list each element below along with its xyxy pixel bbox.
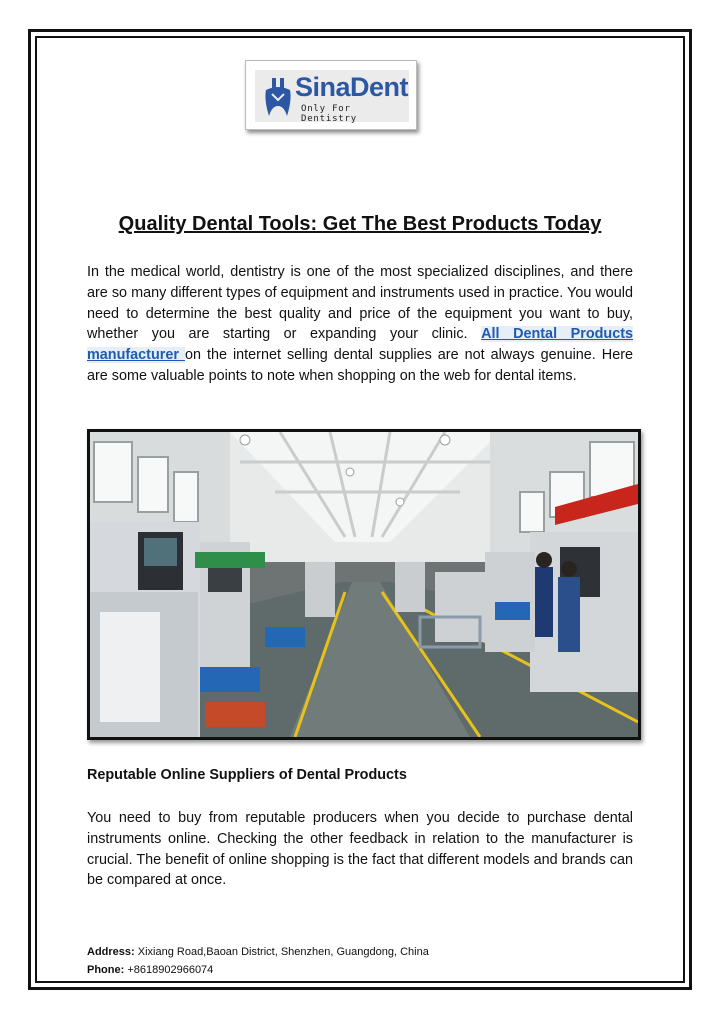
footer-contact <box>87 943 429 979</box>
intro-text-before: In the medical world, dentistry is one of the most specialized disciplines, and there are so many different types of equipment and instruments used in practice. You would need to determine the best quality and price of the equipment you want to buy, whether you are starting or expanding your clinic. <box>87 264 633 343</box>
section-heading: Reputable Online Suppliers of Dental Products <box>87 767 407 783</box>
factory-photo <box>87 429 641 740</box>
tooth-logo-icon <box>260 76 296 118</box>
address-label: Address: <box>87 946 135 958</box>
phone-value[interactable]: +8618902966074 <box>127 964 214 976</box>
logo-background <box>255 70 409 122</box>
address-value: Xixiang Road,Baoan District, Shenzhen, Guangdong, China <box>137 946 429 958</box>
dental-products-link[interactable]: All Dental Products manufacturer <box>87 326 633 364</box>
factory-photo-illustration <box>90 432 638 737</box>
logo[interactable] <box>245 60 417 130</box>
address-line <box>87 943 429 961</box>
intro-text-after: on the internet selling dental supplies are not always genuine. Here are some valuable points to note when shopping on the web for dental items. <box>87 347 633 384</box>
section-paragraph: You need to buy from reputable producers when you decide to purchase dental instruments online. Checking the other feedback in relation to the manufacturer is crucial. The benefit of online shopping is the fact that different models and brands can be compared at once. <box>87 810 633 889</box>
page-title: Quality Dental Tools: Get The Best Products Today <box>118 213 602 235</box>
intro-paragraph <box>87 262 633 387</box>
phone-label: Phone: <box>87 964 125 976</box>
phone-line <box>87 961 429 979</box>
logo-tagline: Only For Dentistry <box>301 104 357 124</box>
logo-name: SinaDent <box>295 72 409 102</box>
